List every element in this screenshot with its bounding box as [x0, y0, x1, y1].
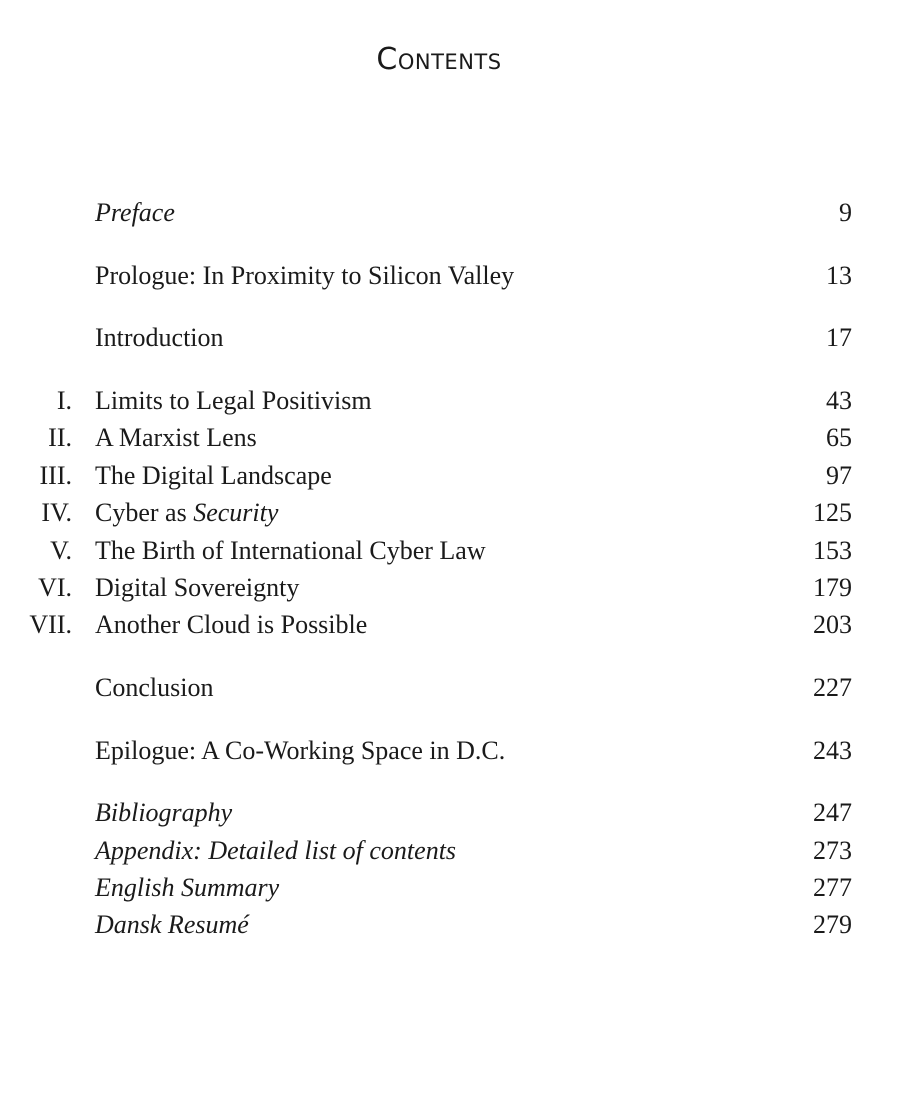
page-number: 97 [826, 461, 852, 490]
entry-title [95, 383, 372, 419]
chapter-number: VII. [29, 610, 72, 639]
entry-title [95, 420, 257, 456]
toc-entry [0, 420, 918, 456]
chapter-number: V. [50, 536, 72, 565]
toc-entry [0, 670, 918, 706]
entry-title [95, 607, 367, 643]
entry-title-text: Dansk Resumé [95, 910, 249, 939]
entry-title-text: The Birth of International Cyber Law [95, 536, 486, 565]
chapter-number: I. [56, 386, 72, 415]
entry-title [95, 670, 213, 706]
page-number: 65 [826, 423, 852, 452]
chapter-number: VI. [38, 573, 72, 602]
page-number: 179 [813, 573, 852, 602]
entry-title [95, 570, 299, 606]
entry-title [95, 195, 175, 231]
toc-entry [0, 533, 918, 569]
page-number: 43 [826, 386, 852, 415]
toc-entry [0, 907, 918, 943]
entry-title [95, 533, 486, 569]
entry-title-text: Digital Sovereignty [95, 573, 300, 602]
page-number: 125 [813, 498, 852, 527]
page-number: 203 [813, 610, 852, 639]
toc-entry [0, 733, 918, 769]
entry-title-text: Limits to Legal Positivism [95, 386, 372, 415]
entry-title [95, 870, 279, 906]
page-number: 243 [813, 736, 852, 765]
toc-entry [0, 383, 918, 419]
entry-title [95, 733, 505, 769]
toc-entry [0, 458, 918, 494]
page-number: 9 [839, 198, 852, 227]
entry-title-text: Another Cloud is Possible [95, 610, 368, 639]
toc-entry [0, 833, 918, 869]
toc-entry [0, 495, 918, 531]
entry-title-text: Introduction [95, 323, 224, 352]
entry-title [95, 458, 332, 494]
page-number: 247 [813, 798, 852, 827]
page-number: 273 [813, 836, 852, 865]
entry-title-text: Appendix: Detailed list of contents [95, 836, 457, 865]
toc-entry [0, 195, 918, 231]
entry-title [95, 320, 224, 356]
entry-title-text: Epilogue: A Co-Working Space in D.C. [95, 736, 506, 765]
entry-title-text: English Summary [95, 873, 280, 902]
toc-entry [0, 258, 918, 294]
page-number: 279 [813, 910, 852, 939]
entry-title [95, 795, 232, 831]
entry-title-text: A Marxist Lens [95, 423, 257, 452]
entry-title [95, 833, 456, 869]
entry-title-text: Preface [95, 198, 175, 227]
page-number: 153 [813, 536, 852, 565]
toc-entry [0, 795, 918, 831]
chapter-number: IV. [41, 498, 72, 527]
entry-title [95, 258, 514, 294]
toc-entry [0, 870, 918, 906]
entry-title-text: The Digital Landscape [95, 461, 332, 490]
page-title: Contents [376, 42, 502, 77]
chapter-number: II. [48, 423, 72, 452]
entry-title [95, 495, 278, 531]
chapter-number: III. [39, 461, 72, 490]
page-number: 13 [826, 261, 852, 290]
entry-title-text: Cyber as [95, 498, 194, 527]
entry-title-text: Bibliography [95, 798, 233, 827]
toc-entry [0, 320, 918, 356]
page-number: 227 [813, 673, 852, 702]
entry-title-text: Prologue: In Proximity to Silicon Valley [95, 261, 515, 290]
toc-entry [0, 607, 918, 643]
entry-title-italic: Security [193, 498, 279, 527]
entry-title-text: Conclusion [95, 673, 214, 702]
toc-entry [0, 570, 918, 606]
page-number: 277 [813, 873, 852, 902]
entry-title [95, 907, 249, 943]
page-number: 17 [826, 323, 852, 352]
